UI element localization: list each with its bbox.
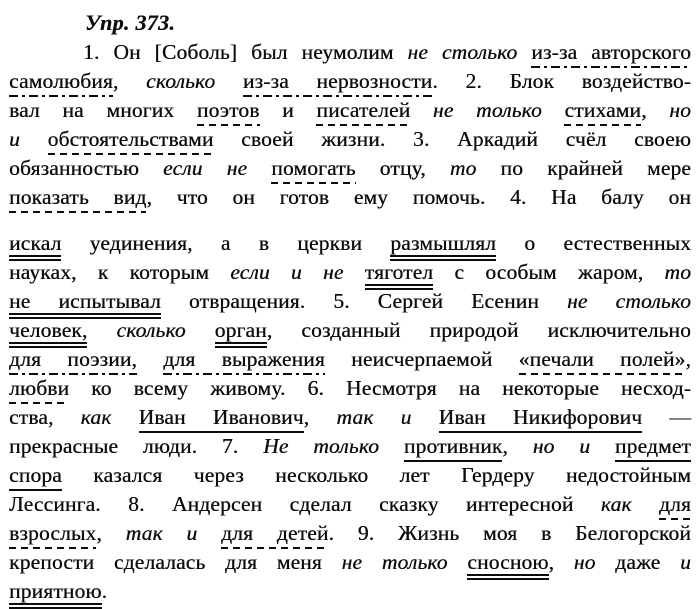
text-run [542,98,565,122]
word-solid-underline: предмет [615,434,691,462]
word-dashed-underline: любви [9,376,69,404]
text-run: казался через несколько лет Гердеру недостойным [61,463,691,487]
italic-conjunction: сколько [146,69,216,93]
text-run [410,98,433,122]
word-dashed-underline: помогать [271,156,355,184]
italic-conjunction: сколько [116,318,186,342]
word-solid-underline: Иван Никифорович [439,405,643,433]
word-dashed-underline: «печали полей» [519,347,686,375]
text-line [9,154,691,183]
text-line [9,432,691,461]
italic-conjunction: если не [163,156,248,180]
italic-conjunction: так и [125,521,198,545]
text-run: неисчерпаемой [324,347,519,371]
word-double-underline: тяготел [365,260,433,290]
text-line [9,258,691,287]
italic-conjunction: и [680,550,691,574]
text-run: , [502,434,533,458]
text-run: — [642,405,691,429]
text-run: крепости сделалась для меня [9,550,342,574]
text-run: , [303,405,337,429]
word-dashdot-underline: самолюбия [9,69,113,97]
word-double-underline: человек, [9,318,87,348]
text-run: обязанностью [9,156,164,180]
italic-conjunction: не столько [407,40,518,64]
text-run: по крайней мере [476,156,692,180]
text-run [137,347,163,371]
text-run: уединения, а в церкви [61,231,391,255]
text-run [197,521,221,545]
italic-conjunction: не только [341,550,448,574]
text-line [9,287,691,316]
text-run: . [101,579,108,603]
text-line [9,345,691,374]
text-run: , [96,521,126,545]
word-dashed-underline: стихами [564,98,641,126]
text-run: . 2. Блок воздейство- [432,69,692,93]
text-run: отцу, [355,156,450,180]
text-run: , [685,347,691,371]
italic-conjunction: и [9,127,20,151]
word-dashed-underline: взрослых [9,521,96,549]
text-line [9,316,691,345]
text-run: о естественных [496,231,692,255]
text-line [9,577,691,606]
italic-conjunction: не только [432,98,542,122]
word-double-underline: не испытывал [9,289,161,319]
text-run: , что он готов ему помочь. 4. На балу он [146,185,691,209]
text-run [379,434,404,458]
text-run: вал на многих [9,98,197,122]
text-line [9,183,691,212]
text-run: , [641,98,670,122]
word-solid-underline: спора [9,463,62,491]
text-line [9,96,691,125]
text-run [517,40,531,64]
italic-conjunction: не столько [566,289,691,313]
exercise-body [9,38,691,606]
italic-conjunction: Не только [263,434,380,458]
word-solid-underline: Иван Иванович [139,405,304,433]
italic-conjunction: то [449,156,477,180]
word-dashed-underline: поэтов [197,98,260,126]
text-run [186,318,215,342]
text-run [632,492,659,516]
word-dashdot-underline: из-за нервозности [243,69,432,97]
text-run: даже [595,550,681,574]
word-double-underline: искал [9,231,61,261]
text-run: , [548,550,574,574]
text-run: науках, к которым [9,260,231,284]
text-line [9,374,691,403]
text-run: Лессинга. 8. Андерсен сделал сказку интересной [9,492,601,516]
word-dashed-underline: обстоятельствами [48,127,214,155]
text-run: ства, [9,405,81,429]
text-line [9,125,691,154]
italic-conjunction: но [669,98,691,122]
text-run: с особым жаром, [433,260,665,284]
italic-conjunction: но и [532,434,591,458]
italic-conjunction: но [573,550,596,574]
text-line [9,490,691,519]
text-run: , созданный природой исключительно [266,318,691,342]
text-run [111,405,138,429]
text-run [412,405,439,429]
word-dashdot-underline: для поэзии, [9,347,137,375]
italic-conjunction: как [80,405,112,429]
text-run: и [259,98,317,122]
text-run [87,318,116,342]
word-double-underline: приятною [9,579,102,609]
word-solid-underline: противник [404,434,503,462]
word-dashdot-underline: из-за авторского [531,40,691,68]
text-run [247,156,271,180]
text-run [215,69,243,93]
text-run [20,127,48,151]
word-dashed-underline: показать вид [9,185,146,213]
text-run: 1. Он [Соболь] был неумолим [83,40,408,64]
word-double-underline: сносною [467,550,548,580]
text-run: . 9. Жизнь моя в Белогорской [328,521,691,545]
text-run: ко всему живому. 6. Несмотря на некоторые несход- [69,376,691,400]
word-double-underline: размышлял [390,231,496,261]
text-run: прекрасные люди. 7. [9,434,264,458]
text-line [9,229,691,258]
text-run [344,260,365,284]
word-dashdot-underline: для выражения [163,347,325,375]
exercise-number-heading: Упр. 373. [85,10,176,35]
word-dashed-underline: для детей [221,521,328,549]
italic-conjunction: если и не [230,260,344,284]
text-run: своей жизни. 3. Аркадий счёл своею [213,127,691,151]
text-run: отвращения. 5. Сергей Есенин [160,289,567,313]
italic-conjunction: как [600,492,632,516]
italic-conjunction: то [664,260,691,284]
text-run: , [112,69,147,93]
italic-conjunction: так и [336,405,412,429]
word-dashed-underline: писателей [316,98,410,126]
word-dashed-underline: для [659,492,691,520]
text-line [9,67,691,96]
text-line [9,548,691,577]
word-double-underline: орган [215,318,267,348]
text-line [9,519,691,548]
text-line [9,461,691,490]
text-run [590,434,615,458]
text-line [9,403,691,432]
text-run [448,550,468,574]
text-line [9,38,691,67]
